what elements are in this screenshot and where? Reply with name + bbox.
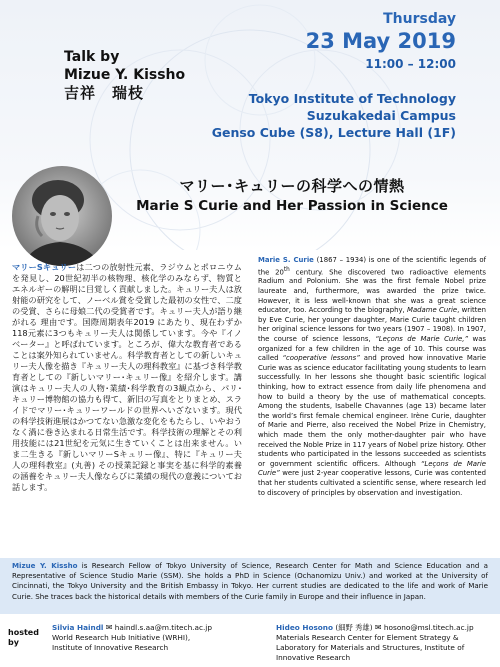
event-time: 11:00 – 12:00 [365, 57, 456, 71]
speaker-block [64, 48, 185, 102]
host-2-org-2: Laboratory for Materials and Structures, Institute of Innovative Research [276, 643, 465, 662]
host-1-org-1: World Research Hub Initiative (WRHI), [52, 633, 191, 642]
abstract-en-book: “cooperative lessons” [282, 354, 360, 363]
event-day: Thursday [383, 11, 456, 27]
abstract-en-book: “Leçons de Marie Curie,” [375, 335, 469, 344]
talk-title-en: Marie S Curie and Her Passion in Science [136, 198, 448, 214]
bio-name: Mizue Y. Kissho [12, 561, 78, 570]
host-2-name-jp: (細野 秀雄) [335, 623, 373, 632]
talk-by-label: Talk by [64, 49, 120, 65]
abstract-en-text: , written by Eve Curie, her younger daughter, Marie Curie taught children her original science lessons for two years (1907 – 1908). In 1907, the course of science lessons, [258, 306, 487, 344]
venue-line-3: Genso Cube (S8), Lecture Hall (1F) [211, 125, 456, 140]
hosted-label-line-2: by [8, 638, 19, 647]
event-datetime [306, 10, 456, 72]
talk-title-jp: マリー･キュリーの科学への情熱 [179, 177, 405, 195]
abstract-en-text: and proved how innovative Marie Curie was as science educator facilitating young students to learn successfully. In her lessons she thought basic scientific logical thinking, how to extract essence from daily life phenomena and how to build a theory by the use of mathematical concepts. Among the students, Isabelle Chavannes (age 13) became later the world’s first female chemical engineer. Irène Curie, daughter of Marie and Pierre, also received the Nobel Prize in Chemistry, which made them the only mother-daughter pair who have received the Noble Prize in 117 years of Nobel prize history. Other students who participated in the lessons succeeded as scientists or government scientific officers. Although [258, 354, 486, 468]
abstract-jp-body: は二つの放射性元素、ラジウムとポロニウムを発見し、20世紀初半の核物理、核化学のみならず、物質とエネルギーの解明に目覚しく貢献しました。キュリー夫人は放射能の研究をして、ノーベル賞を受賞した最初の女性で、二度の受賞、さらに母娘二代の受賞者です。キュリー夫人が語り継がれる 理由です。国際周期表年2019 にあたり、現在わずか118元素に3つもキュリー夫人は関係しています。今や『イノベーター』と呼ばれています。ところが、偉大な教育者であることは案外知られていません。科学教育者としての新しいキュリー夫人像を描き『キュリー夫人の理科教室』に基づき科学教育者としての『新しいマリー･キュリー像』を紹介します。講演はキュリー夫人の人物･業績･科学教育の3観点から、パリ･キュリー博物館の協力も得て、新旧の写真をとりまとめ、スライドでマリー･キュリーワールドの世界へいざないます。現代の科学技術進展はかつてない急激な変化をもたらし、いやおうなく渦に巻き込まれる日常生活です。科学技術の理解とその利用技能には21世紀を元気に生きていくことは出来ません。いま二生きる『新しいマリーSキュリー像』、特に『キュリー夫人の理科教室』(丸善) その授業記録と事実を基に科学的素養の涵養をキュリー夫人像ならびに業績の現代の意義についてお話します。 [12, 262, 242, 492]
speaker-name-jp: 吉祥 瑞枝 [64, 84, 145, 102]
host-2-org-1: Materials Research Center for Element Strategy & [276, 633, 459, 642]
host-2 [276, 623, 500, 663]
talk-title [122, 176, 462, 216]
event-date: 23 May 2019 [305, 29, 456, 53]
abstract-jp-lead: マリーSキュリー [12, 262, 77, 272]
abstract-en-name: Marie S. Curie [258, 256, 314, 264]
abstract-en-text: (1867 – 1934) is one of the scientific legends of the 20 [258, 256, 486, 276]
venue-line-1: Tokyo Institute of Technology [248, 91, 456, 106]
host-1 [52, 623, 212, 653]
hosted-label-line-1: hosted [8, 628, 39, 637]
host-1-email[interactable]: haindl.s.aa@m.titech.ac.jp [114, 623, 212, 632]
host-1-name: Silvia Haindl [52, 623, 104, 632]
venue-line-2: Suzukakedai Campus [306, 108, 456, 123]
envelope-icon: ✉ [374, 623, 382, 632]
abstract-en-text: was organized for a few children in the age of 10. This course was called [258, 335, 487, 363]
speaker-bio [12, 561, 488, 602]
event-venue [212, 90, 456, 141]
abstract-english [258, 256, 486, 498]
abstract-en-book: “Leçons de Marie Curie” [258, 459, 486, 478]
envelope-icon: ✉ [105, 623, 113, 632]
host-2-name: Hideo Hosono [276, 623, 334, 632]
abstract-japanese [12, 262, 242, 493]
bio-text: is Research Fellow of Tokyo University of Science, Research Center for Math and Science Education and a Representative of Science Studio Marie (SSM). She holds a PhD in Science (Ochanomizu Univ.) and worked at the University of Cincinnati, the Tokyo University and the British Embassy in Tokyo. Her current studies are dedicated to the life and work of Marie Curie. She traces back the historical details with members of the Curie family in Europe and their influence in Japan. [12, 561, 488, 601]
marie-curie-portrait [12, 166, 112, 266]
speaker-name: Mizue Y. Kissho [64, 67, 186, 83]
host-1-org-2: Institute of Innovative Research [52, 643, 169, 652]
abstract-en-text: were just 2-year cooperative lessons, Curie was contented that her students cultivated a scientific sense, where research led to discovery of principles by observation and investigation. [258, 469, 486, 497]
host-2-email[interactable]: hosono@msl.titech.ac.jp [383, 623, 474, 632]
hosted-by-label [8, 628, 39, 648]
abstract-en-book: Madame Curie [407, 306, 458, 315]
abstract-en-sup: th [283, 266, 290, 273]
abstract-en-text: century. She discovered two radioactive elements Radium and Polonium. She was the first female Nobel prize laureate and, furthermore, was awarded the prize twice. However, it is less well-known that she was a great science educator, too. According to the biography, [258, 267, 486, 315]
